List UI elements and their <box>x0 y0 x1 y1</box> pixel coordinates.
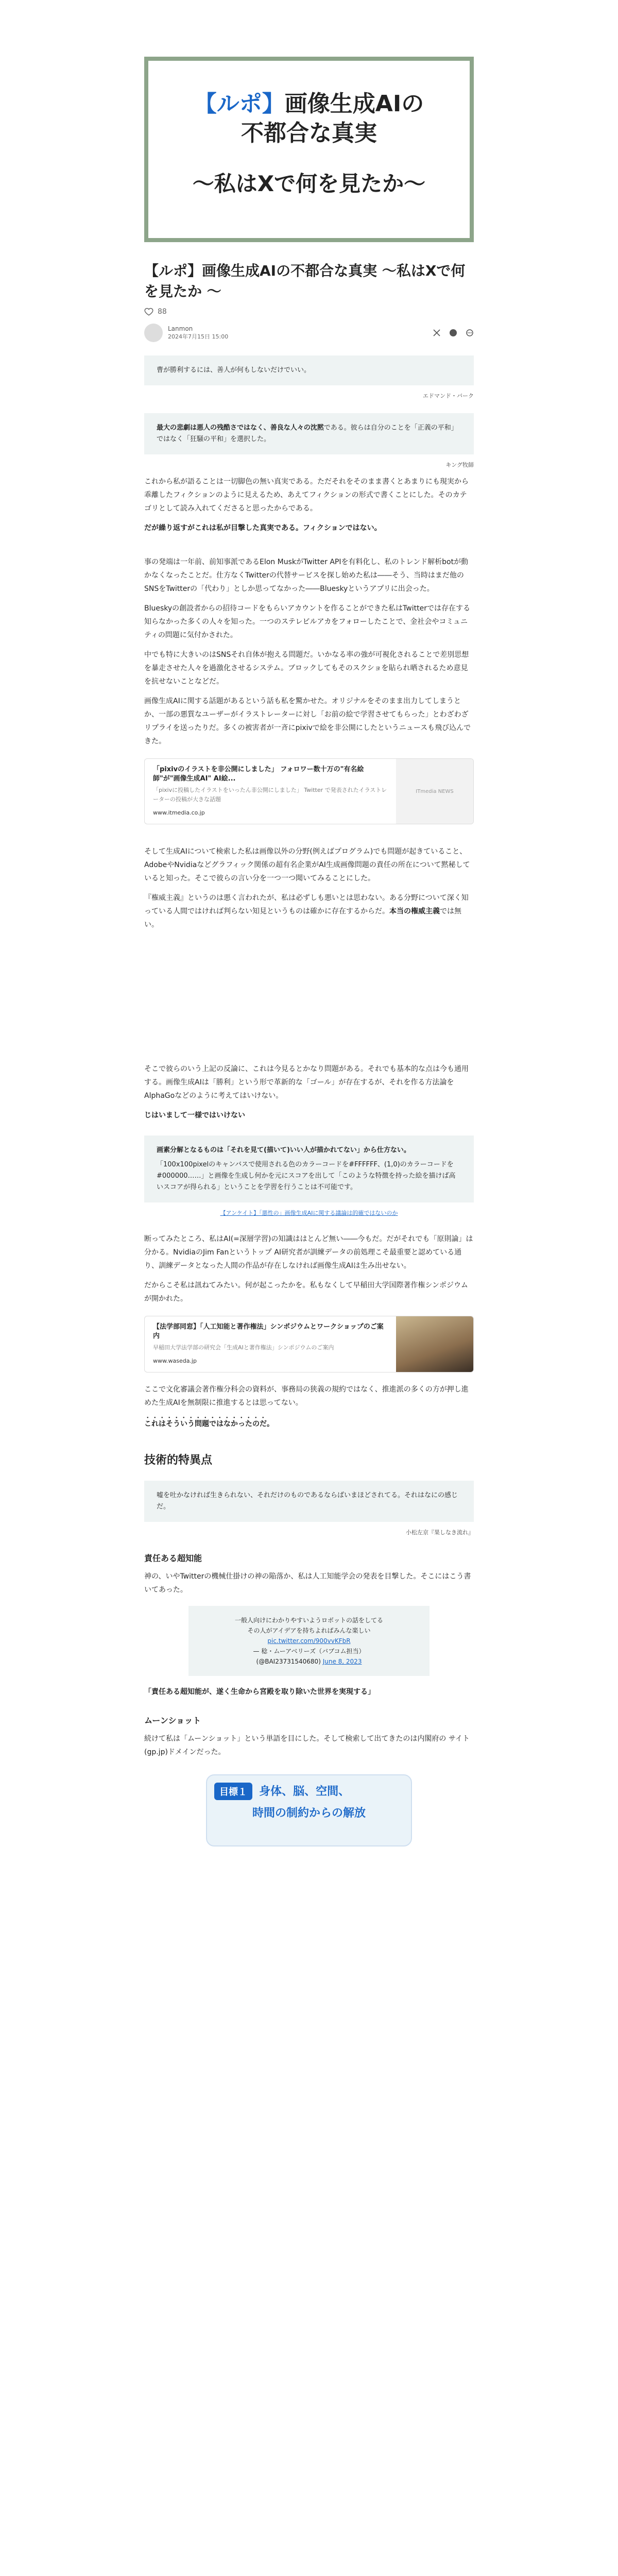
card-desc: 「pixivに投稿したイラストをいったん非公開にしました」 Twitter で発表されたイラストレーターの投稿が大きな話題 <box>153 787 387 803</box>
card-url: www.itmedia.co.jp <box>153 809 205 816</box>
facebook-share-icon[interactable] <box>449 329 457 337</box>
epigraph-1: 曹が勝利するには、善人が何もしないだけでいい。 <box>144 355 474 385</box>
paragraph-emphasis: じはいまして一様ではいけない <box>144 1111 245 1120</box>
paragraph-emphasis: これはそういう問題ではなかったのだ。 <box>144 1420 274 1428</box>
author-name[interactable]: Lanmon <box>168 325 193 332</box>
paragraph: 事の発端は一年前、前知事派であるElon MuskがTwitter APIを有料化し、私のトレンド解析botが動かなくなったことだ。仕方なくTwitterの代替サービスを探し始めた私は――そう、当時はまだ他のSNSをTwitterの「代わり」としか思ってなかった――Blueskyというアプリに出会った。 <box>144 558 469 593</box>
author-row <box>144 324 474 342</box>
avatar[interactable] <box>144 324 163 342</box>
article-title: 【ルポ】画像生成AIの不都合な真実 〜私はXで何を見たか 〜 <box>144 262 466 300</box>
like-count: 88 <box>158 308 167 316</box>
paragraph-emphasis: 「責任ある超知能が、遂く生命から宮殿を取り除いた世界を実現する」 <box>144 1688 375 1696</box>
paragraph: Blueskyの創設者からの招待コードをもらいアカウントを作ることができた私はTwitterでは存在する知らなかった多くの人々を知った。一つのステレビルアカをフォローしたことで、金社会やコミュニティの問題に気付かされた。 <box>144 604 470 639</box>
epigraph-2: 最大の悲劇は悪人の残酷さではなく、善良な人々の沈黙である。彼らは自分のことを「正義の平和」ではなく「狂騒の平和」を選択した。 <box>144 413 474 454</box>
paragraph: 神の、いやTwitterの機械仕掛けの神の陥落か、私は人工知能学会の発表を目撃した。そこにはこう書いてあった。 <box>144 1572 471 1594</box>
quote-3-source[interactable]: 【アンケイト】「悪性の」画像生成AIに関する議論は的確ではないのか <box>220 1210 398 1216</box>
article <box>144 57 474 1846</box>
card-thumbnail: ITmedia NEWS <box>396 759 473 824</box>
subsection-heading: ムーンショット <box>144 1716 201 1725</box>
paragraph: 画像生成AIに関する話題があるという話も私を驚かせた。オリジナルをそのまま出力してしまうとか、一部の悪質なユーザーがイラストレーターに対し「お前の絵で学習させてもらった」とわざわざリプライを送ったりだ。多くの被害者が一斉にpixivで絵を非公開にしたというニュースも飛び込んできた。 <box>144 697 471 745</box>
card-thumbnail <box>396 1316 473 1372</box>
more-icon[interactable] <box>466 329 474 337</box>
goal-badge: 目標１ <box>214 1783 252 1800</box>
epigraph-1-source: エドマンド・バーク <box>423 393 474 399</box>
x-share-icon[interactable] <box>433 329 441 337</box>
like-row <box>144 307 474 316</box>
paragraph: そこで彼らのいう上記の反論に、これは今見るとかなり問題がある。それでも基本的な点は今も通用する。画像生成AIは「勝利」という形で革新的な「ゴール」が存在するが、それを作る方法論をAlphaGoなどのように考えてはいけない。 <box>144 1065 469 1100</box>
quote-box-4: 嘘を吐かなければ生きられない、それだけのものであるならばいまほどされてる。それはなにの感じだ。 <box>144 1481 474 1522</box>
hero-image <box>144 57 474 242</box>
paragraph: だからこそ私は訊ねてみたい。何が起こったかを。私もなくして早稲田大学国際著作権シンポジウムが開かれた。 <box>144 1281 468 1303</box>
hero-line1: 【ルポ】画像生成AIの <box>194 91 424 117</box>
epigraph-2-source: キング牧師 <box>445 462 474 468</box>
hero-line3: 〜私はXで何を見たか〜 <box>192 171 426 196</box>
paragraph: ここで文化審議会著作権分科会の資料が、事務局の狭義の規約ではなく、推進派の多くの方が押し進めた生成AIを無制限に推進するとは思ってない。 <box>144 1385 469 1407</box>
blank-space <box>144 938 474 1056</box>
paragraph: そして生成AIについて検索した私は画像以外の分野(例えばプログラム)でも問題が起きていること、AdobeやNvidiaなどグラフィック関係の超有名企業がAI生成画像問題の責任の所在について黙秘していると知った。そこで彼らの言い分を一つ一つ聞いてみることにした。 <box>144 848 470 883</box>
paragraph: 『権威主義』というのは悪く言われたが、私は必ずしも悪いとは思わない。ある分野について深く知っている人間ではければ判らない知見というものは確かに存在するからだ。本当の権威主義では無い。 <box>144 894 469 929</box>
paragraph: 中でも特に大きいのはSNSそれ自体が抱える問題だ。いかなる率の強が可視化されることで差別思想を暴走させた人々を過激化させるシステム。ブロックしてもそのスクショを貼られ晒されるため意見を抗せないことなどだ。 <box>144 651 469 686</box>
link-card-itmedia[interactable] <box>144 758 474 824</box>
goal-text-2: 時間の制約からの解放 <box>252 1807 366 1820</box>
quote-box-3: 画素分解となるものは「それを見て(描いて)いい人が描かれてない」から仕方ない。 「100x100pixelのキャンバスで使用される色のカラーコードを#FFFFFF、(1,0)のカラーコードを#000000……」と画像を生成し何かを元にスコアを出して「このような特徴を持った絵を描けば高いスコアが得られる」ということを学習を行うことは不可能です。 <box>144 1136 474 1202</box>
section-heading: 技術的特異点 <box>144 1454 213 1467</box>
card-url: www.waseda.jp <box>153 1358 197 1364</box>
subsection-heading: 責任ある超知能 <box>144 1553 202 1563</box>
paragraph-emphasis: だが繰り返すがこれは私が目撃した真実である。フィクションではない。 <box>144 524 382 532</box>
paragraph: これから私が語ることは一切脚色の無い真実である。ただそれをそのまま書くとあまりにも現実から乖離したフィクションのように見えるため、あえてフィクションの形式で書くことにした。そのカテゴリとして読み入れてくださると思ったからである。 <box>144 478 469 513</box>
tweet-link[interactable]: pic.twitter.com/900vvKFbR <box>267 1637 351 1645</box>
hero-line2: 不都合な真実 <box>241 120 377 146</box>
goal-text: 身体、脳、空間、 <box>259 1785 350 1798</box>
link-card-waseda[interactable] <box>144 1316 474 1372</box>
heart-icon[interactable] <box>144 307 153 316</box>
post-date: 2024年7月15日 15:00 <box>168 333 229 340</box>
card-desc: 早稲田大学法学部の研究会「生成AIと著作権法」シンポジウムのご案内 <box>153 1344 334 1351</box>
goal-image <box>206 1774 412 1846</box>
card-title: 【法学部同窓】「人工知能と著作権法」シンポジウムとワークショップのご案内 <box>153 1323 384 1340</box>
paragraph: 断ってみたところ、私はAI(=深層学習)の知識ははとんど無い――今もだ。だがそれでも「原則論」は分かる。NvidiaのJim Fanというトップ AI研究者が訓練データの前処理こそ最重要と認めている通り、訓練データとなった人間の作品が存在しなければ画像生成AIは生み出せない。 <box>144 1235 473 1270</box>
card-title: 「pixivのイラストを非公開にしました」 フォロワー数十万の"有名絵師"が"画像生成AI" AI絵... <box>153 766 364 783</box>
embedded-tweet[interactable]: 一般人向けにわかりやすいようロボットの話をしてる その人がアイデアを持ちよればみんな楽しい pic.twitter.com/900vvKFbR — 稔・ムーアベリーズ（バブコム担当） (@BAI23731540680) June 8, 2023 <box>188 1606 430 1676</box>
paragraph: 続けて私は「ムーンショット」という単語を目にした。そして検索して出てきたのは内閣府の サイト(gp.jp)ドメインだった。 <box>144 1735 470 1756</box>
quote-4-source: 小松左京『果しなき流れ』 <box>406 1529 474 1536</box>
